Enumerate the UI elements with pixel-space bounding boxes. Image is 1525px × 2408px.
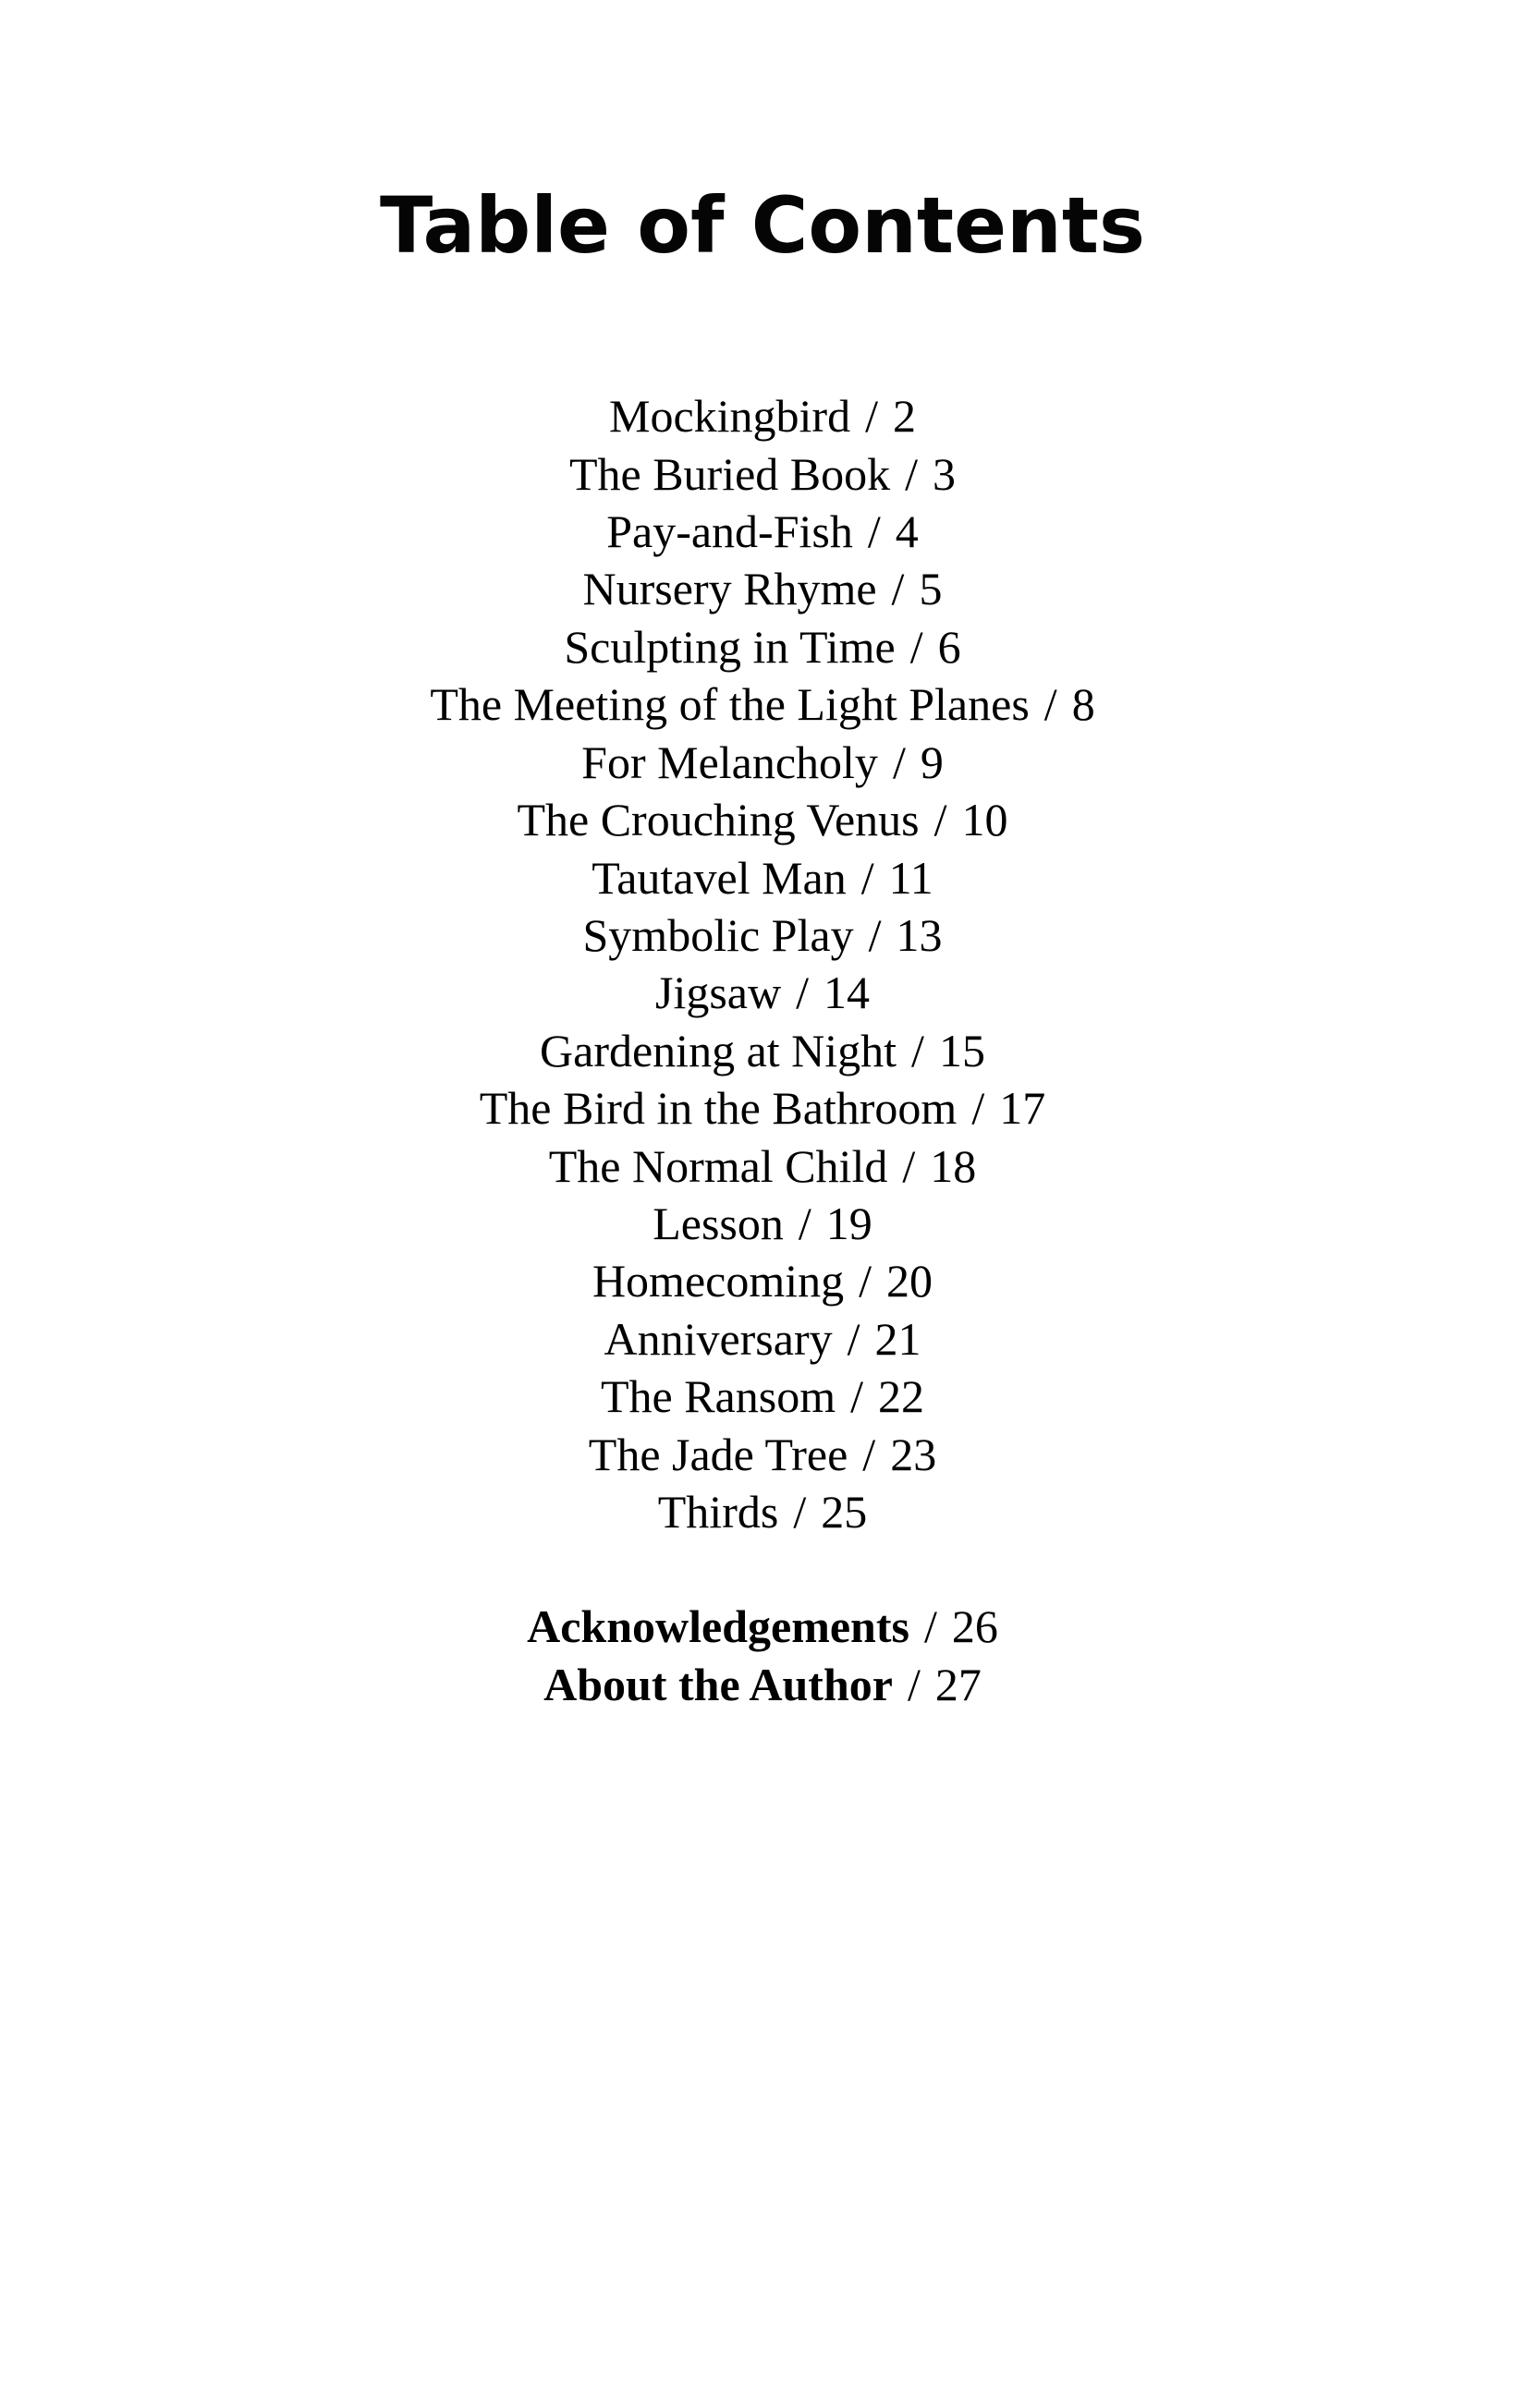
toc-entry-separator: / — [892, 736, 906, 788]
toc-entry-page-number: 6 — [937, 620, 961, 673]
toc-entry-separator: / — [796, 967, 809, 1019]
toc-entry-title: The Buried Book — [568, 447, 891, 500]
toc-entry-page-number: 15 — [938, 1024, 985, 1076]
toc-entry-page-number: 9 — [920, 736, 944, 788]
toc-entry-title: About the Author — [543, 1658, 893, 1710]
toc-entry-separator: / — [1043, 678, 1057, 731]
toc-entry-separator: / — [798, 1197, 811, 1249]
toc-entry-title: The Ransom — [600, 1370, 836, 1423]
toc-entry-page-number: 5 — [919, 563, 943, 615]
toc-entry-page-number: 11 — [888, 851, 933, 904]
toc-entry-separator: / — [902, 1139, 916, 1192]
toc-section-gap — [0, 1540, 1525, 1598]
toc-entry-page-number: 13 — [896, 908, 943, 961]
toc-entry — [0, 791, 1525, 848]
toc-entry — [0, 1252, 1525, 1309]
toc-entry-separator: / — [847, 1312, 860, 1365]
toc-entry-separator: / — [971, 1082, 985, 1135]
toc-entry-page-number: 19 — [825, 1197, 872, 1249]
toc-entry-page-number: 4 — [895, 505, 919, 558]
toc-entry-title: The Bird in the Bathroom — [479, 1082, 958, 1135]
toc-entry — [0, 1483, 1525, 1540]
toc-entry — [0, 849, 1525, 906]
toc-entry-title: Mockingbird — [609, 390, 851, 443]
toc-entry — [0, 1079, 1525, 1137]
toc-entry — [0, 1598, 1525, 1655]
toc-entry-separator: / — [862, 1428, 876, 1480]
toc-entry-separator: / — [850, 1370, 864, 1423]
toc-entry-title: The Crouching Venus — [517, 794, 920, 846]
toc-entry-separator: / — [911, 1024, 924, 1076]
toc-entry-separator: / — [909, 620, 923, 673]
toc-entry-title: Pay-and-Fish — [606, 505, 853, 558]
toc-entry — [0, 1426, 1525, 1483]
toc-entry-title: The Meeting of the Light Planes — [430, 678, 1030, 731]
toc-entry-page-number: 25 — [821, 1485, 868, 1538]
toc-entry-separator: / — [868, 908, 882, 961]
toc-entry — [0, 1137, 1525, 1195]
toc-entry-title: Nursery Rhyme — [582, 563, 877, 615]
toc-entry-page-number: 2 — [893, 390, 916, 443]
toc-entry-separator: / — [923, 1600, 937, 1653]
toc-entry — [0, 1022, 1525, 1079]
toc-entry-title: Tautavel Man — [592, 851, 847, 904]
toc-entry-title: Thirds — [657, 1485, 779, 1538]
toc-entry — [0, 964, 1525, 1021]
toc-entry-title: Symbolic Play — [582, 908, 854, 961]
toc-entry-title: For Melancholy — [581, 736, 878, 788]
toc-entry — [0, 503, 1525, 560]
toc-entry-page-number: 20 — [886, 1255, 933, 1307]
toc-entry — [0, 387, 1525, 444]
toc-entry-title: Jigsaw — [654, 967, 782, 1019]
toc-entry — [0, 445, 1525, 503]
toc-entry-separator: / — [907, 1658, 921, 1710]
toc-entry-separator: / — [793, 1485, 807, 1538]
toc-entry-page-number: 10 — [961, 794, 1008, 846]
toc-entry-page-number: 8 — [1071, 678, 1095, 731]
toc-entry — [0, 906, 1525, 964]
toc-entry-title: Lesson — [653, 1197, 784, 1249]
toc-entry-separator: / — [933, 794, 947, 846]
toc-entry-page-number: 22 — [878, 1370, 925, 1423]
toc-entry-page-number: 27 — [934, 1658, 982, 1710]
toc-page — [0, 52, 1525, 2408]
toc-entry-separator: / — [860, 851, 874, 904]
toc-entry-page-number: 14 — [824, 967, 870, 1019]
toc-list — [0, 387, 1525, 1713]
toc-entry-page-number: 23 — [890, 1428, 937, 1480]
toc-entry-title: Anniversary — [604, 1312, 833, 1365]
toc-entry-title: Sculpting in Time — [564, 620, 896, 673]
toc-entry-separator: / — [859, 1255, 872, 1307]
toc-entry-title: The Jade Tree — [588, 1428, 848, 1480]
toc-entry — [0, 1310, 1525, 1368]
toc-entry-title: Homecoming — [592, 1255, 845, 1307]
toc-entry-separator: / — [891, 563, 905, 615]
toc-entry-page-number: 3 — [933, 447, 957, 500]
toc-entry — [0, 1195, 1525, 1252]
toc-entry — [0, 734, 1525, 791]
toc-entry — [0, 675, 1525, 733]
toc-entry-separator: / — [905, 447, 919, 500]
toc-entry-page-number: 26 — [951, 1600, 998, 1653]
toc-entry-page-number: 21 — [874, 1312, 921, 1365]
toc-entry-page-number: 18 — [930, 1139, 977, 1192]
toc-entry-title: The Normal Child — [548, 1139, 888, 1192]
toc-entry — [0, 1656, 1525, 1713]
toc-entry-separator: / — [867, 505, 881, 558]
toc-entry — [0, 560, 1525, 617]
toc-entry — [0, 1368, 1525, 1425]
toc-entry-title: Gardening at Night — [540, 1024, 897, 1076]
toc-entry-title: Acknowledgements — [527, 1600, 909, 1653]
toc-entry-page-number: 17 — [999, 1082, 1046, 1135]
page-title: Table of Contents — [379, 180, 1146, 272]
toc-entry — [0, 618, 1525, 675]
toc-entry-separator: / — [865, 390, 878, 443]
